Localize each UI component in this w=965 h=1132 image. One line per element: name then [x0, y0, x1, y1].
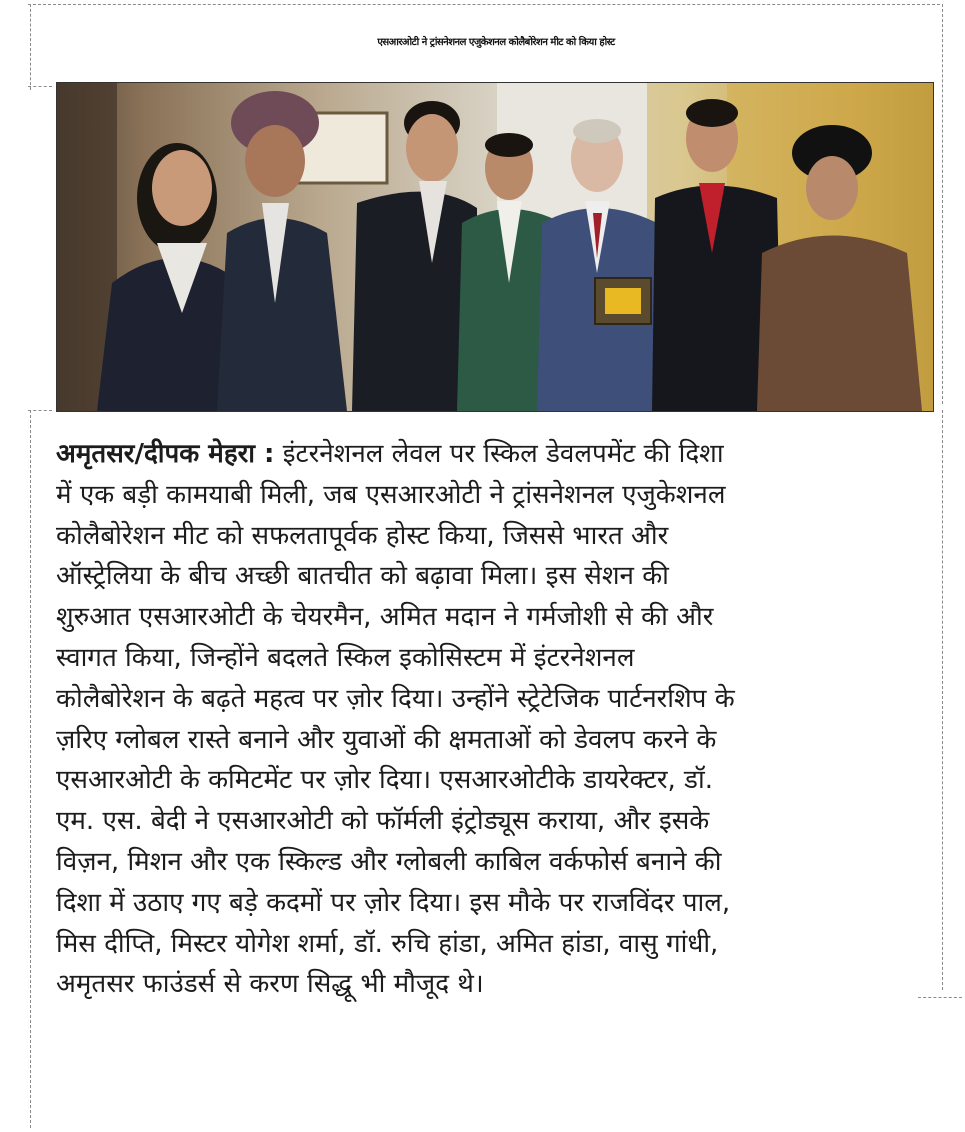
article-line-1 [56, 434, 932, 475]
article-line-11: विज़न, मिशन और एक स्किल्ड और ग्लोबली काबिल वर्कफोर्स बनाने की [56, 846, 722, 877]
clip-guide-right-lower [942, 410, 943, 990]
article-line-13: मिस दीप्ति, मिस्टर योगेश शर्मा, डॉ. रुचि हांडा, अमित हांडा, वासु गांधी, [56, 928, 719, 959]
article-line-12: दिशा में उठाए गए बड़े कदमों पर ज़ोर दिया। इस मौके पर राजविंदर पाल, [56, 887, 731, 918]
article-line-7: कोलैबोरेशन के बढ़ते महत्व पर ज़ोर दिया। उन्होंने स्ट्रेटेजिक पार्टनरशिप के [56, 683, 735, 714]
clip-guide-right-upper [942, 4, 943, 404]
headline: एसआरओटी ने ट्रांसनेशनल एजुकेशनल कोलैबोरेशन मीट को किया होस्ट [377, 37, 615, 48]
article-byline: अमृतसर/दीपक मेहरा : [56, 439, 275, 469]
article-line-8: ज़रिए ग्लोबल रास्ते बनाने और युवाओं की क्षमताओं को डेवलप करने के [56, 724, 717, 755]
article-line-6: स्वागत किया, जिन्होंने बदलते स्किल इकोसिस्टम में इंटरनेशनल [56, 642, 635, 673]
plaque [595, 278, 651, 324]
article-line-1-text: इंटरनेशनल लेवल पर स्किल डेवलपमेंट की दिशा [274, 439, 724, 469]
clip-guide-left-mid [28, 410, 52, 411]
article-line-2: में एक बड़ी कामयाबी मिली, जब एसआरओटी ने ट्रांसनेशनल एजुकेशनल [56, 479, 726, 510]
clip-guide-left-notch [28, 86, 52, 87]
clip-guide-left-upper [30, 4, 31, 90]
group-photo [56, 82, 934, 412]
article-line-10: एम. एस. बेदी ने एसआरओटी को फॉर्मली इंट्रोड्यूस कराया, और इसके [56, 806, 710, 837]
group-photo-illustration [57, 83, 933, 411]
article-line-14: अमृतसर फाउंडर्स से करण सिद्धू भी मौजूद थे। [56, 969, 484, 1000]
clip-guide-left-lower [30, 410, 31, 1128]
article-line-5: शुरुआत एसआरओटी के चेयरमैन, अमित मदान ने गर्मजोशी से की और [56, 602, 714, 633]
article-line-3: कोलैबोरेशन मीट को सफलतापूर्वक होस्ट किया, जिससे भारत और [56, 520, 669, 551]
article-line-4: ऑस्ट्रेलिया के बीच अच्छी बातचीत को बढ़ावा मिला। इस सेशन की [56, 561, 669, 592]
article-body [56, 434, 932, 1005]
clip-guide-top [28, 4, 940, 5]
article-line-9: एसआरओटी के कमिटमेंट पर ज़ोर दिया। एसआरओटीके डायरेक्टर, डॉ. [56, 765, 713, 796]
